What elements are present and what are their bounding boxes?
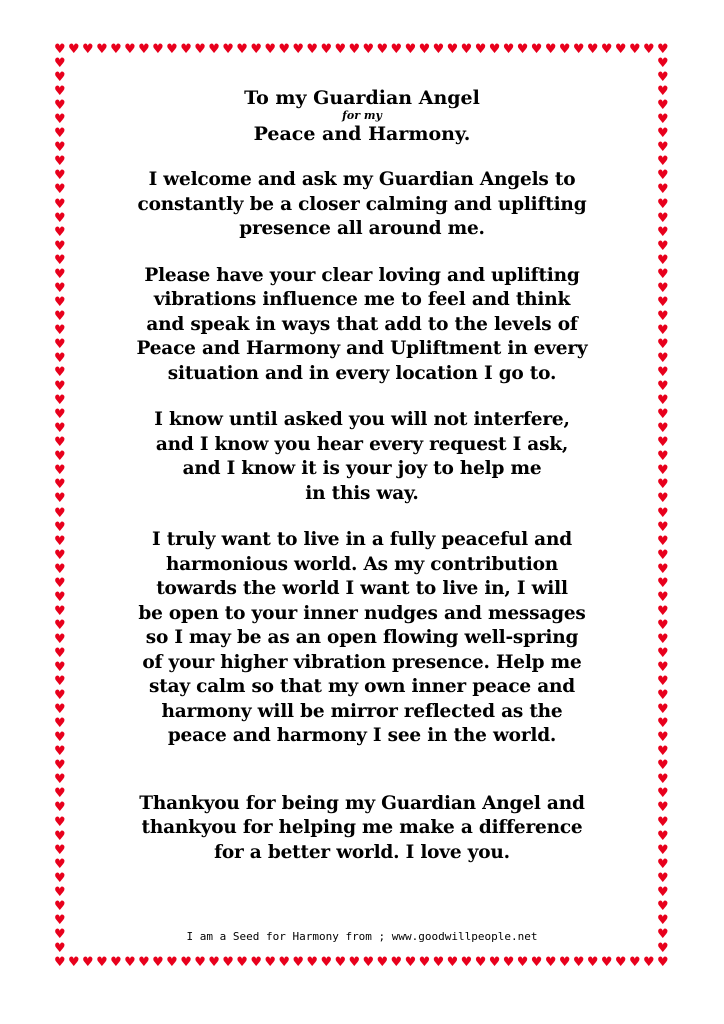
heart-icon: ♥: [460, 42, 473, 57]
heart-icon: ♥: [376, 42, 389, 57]
heart-icon: ♥: [558, 42, 571, 57]
heart-icon: ♥: [657, 393, 669, 409]
heart-icon: ♥: [390, 955, 403, 970]
heart-icon: ♥: [488, 42, 501, 57]
heart-icon: ♥: [657, 674, 669, 690]
heart-icon: ♥: [54, 98, 66, 114]
heart-icon: ♥: [54, 308, 66, 324]
heart-icon: ♥: [657, 617, 669, 633]
heart-icon: ♥: [657, 477, 669, 493]
heart-icon: ♥: [657, 379, 669, 395]
heart-icon: ♥: [54, 449, 66, 465]
heart-icon: ♥: [54, 912, 66, 928]
heart-icon: ♥: [208, 42, 220, 57]
heart-icon: ♥: [657, 322, 669, 338]
heart-icon: ♥: [657, 42, 669, 57]
heart-icon: ♥: [110, 955, 122, 970]
heart-icon: ♥: [110, 42, 122, 57]
heart-icon: ♥: [54, 730, 66, 746]
heart-icon: ♥: [657, 182, 669, 198]
heart-icon: ♥: [418, 955, 431, 970]
heart-icon: ♥: [54, 407, 66, 423]
heart-icon: ♥: [432, 42, 445, 57]
heart-icon: ♥: [657, 294, 669, 310]
heart-icon: ♥: [657, 645, 669, 661]
heart-icon: ♥: [628, 42, 641, 57]
heart-icon: ♥: [586, 955, 599, 970]
heart-icon: ♥: [657, 84, 669, 100]
heart-icon: ♥: [657, 730, 669, 746]
heart-icon: ♥: [446, 955, 459, 970]
heart-icon: ♥: [54, 870, 66, 886]
heart-icon: ♥: [657, 856, 669, 872]
heart-icon: ♥: [404, 955, 417, 970]
heart-icon: ♥: [278, 42, 291, 57]
heart-icon: ♥: [657, 561, 669, 577]
heart-icon: ♥: [54, 238, 66, 254]
heart-icon: ♥: [54, 674, 66, 690]
heart-icon: ♥: [642, 955, 655, 970]
heart-icon: ♥: [54, 210, 66, 226]
heart-icon: ♥: [54, 758, 66, 774]
heart-icon: ♥: [306, 42, 319, 57]
heart-icon: ♥: [264, 955, 276, 970]
heart-icon: ♥: [54, 955, 66, 970]
heart-icon: ♥: [54, 533, 66, 549]
heart-icon: ♥: [180, 955, 192, 970]
heart-icon: ♥: [124, 955, 136, 970]
heart-icon: ♥: [54, 112, 66, 128]
heart-icon: ♥: [586, 42, 599, 57]
heart-icon: ♥: [558, 955, 571, 970]
heart-icon: ♥: [194, 42, 206, 57]
heart-icon: ♥: [54, 702, 66, 718]
heart-icon: ♥: [657, 519, 669, 535]
heart-icon: ♥: [657, 575, 669, 591]
heart-icon: ♥: [334, 42, 347, 57]
heart-icon: ♥: [82, 42, 94, 57]
heart-icon: ♥: [572, 42, 585, 57]
heart-icon: ♥: [657, 196, 669, 212]
heart-icon: ♥: [320, 42, 333, 57]
heart-icon: ♥: [208, 955, 220, 970]
heart-icon: ♥: [138, 955, 150, 970]
heart-icon: ♥: [544, 42, 557, 57]
heart-icon: ♥: [657, 351, 669, 366]
heart-icon: ♥: [502, 955, 515, 970]
heart-icon: ♥: [96, 955, 108, 970]
heart-icon: ♥: [54, 70, 66, 86]
heart-icon: ♥: [54, 828, 66, 844]
heart-icon: ♥: [54, 589, 66, 605]
heart-icon: ♥: [460, 955, 473, 970]
heart-icon: ♥: [657, 56, 669, 72]
heart-icon: ♥: [657, 828, 669, 844]
heart-icon: ♥: [657, 884, 669, 900]
heart-icon: ♥: [657, 491, 669, 507]
heart-icon: ♥: [54, 84, 66, 100]
heart-icon: ♥: [236, 42, 248, 57]
heart-icon: ♥: [600, 955, 613, 970]
heart-icon: ♥: [657, 926, 669, 942]
heart-icon: ♥: [54, 365, 66, 381]
heart-icon: ♥: [348, 955, 361, 970]
heart-icon: ♥: [404, 42, 417, 57]
heart-icon: ♥: [54, 505, 66, 521]
heart-icon: ♥: [657, 210, 669, 226]
heart-icon: ♥: [54, 196, 66, 212]
heart-icon: ♥: [54, 266, 66, 282]
heart-icon: ♥: [54, 842, 66, 858]
heart-icon: ♥: [488, 955, 501, 970]
heart-icon: ♥: [54, 688, 66, 704]
heart-icon: ♥: [54, 463, 66, 479]
heart-icon: ♥: [54, 435, 66, 451]
poem-content: [86, 86, 638, 865]
heart-icon: ♥: [54, 603, 66, 619]
heart-icon: ♥: [657, 238, 669, 254]
heart-icon: ♥: [657, 252, 669, 268]
heart-icon: ♥: [152, 42, 164, 57]
heart-icon: ♥: [657, 224, 669, 240]
heart-icon: ♥: [657, 435, 669, 451]
heart-icon: ♥: [628, 955, 641, 970]
heart-icon: ♥: [657, 744, 669, 760]
heart-icon: ♥: [657, 280, 669, 296]
heart-icon: ♥: [657, 126, 669, 142]
heart-icon: ♥: [502, 42, 515, 57]
heart-icon: ♥: [614, 955, 627, 970]
heart-icon: ♥: [54, 154, 66, 170]
heart-icon: ♥: [306, 955, 319, 970]
heart-icon: ♥: [544, 955, 557, 970]
heart-icon: ♥: [54, 786, 66, 802]
heart-icon: ♥: [54, 491, 66, 507]
heart-icon: ♥: [642, 42, 655, 57]
heart-icon: ♥: [657, 421, 669, 437]
heart-icon: ♥: [348, 42, 361, 57]
heart-icon: ♥: [152, 955, 164, 970]
heart-icon: ♥: [54, 800, 66, 816]
heart-icon: ♥: [54, 421, 66, 437]
footer-text: I am a Seed for Harmony from ; www.goodwillpeople.net: [186, 930, 538, 943]
heart-icon: ♥: [54, 547, 66, 563]
heart-icon: ♥: [657, 336, 669, 352]
heart-icon: ♥: [657, 463, 669, 479]
heart-icon: ♥: [54, 322, 66, 338]
paragraph-3: I know until asked you will not interfere, and I know you hear every request I ask, and I know it is your joy to help me in this way.: [154, 409, 570, 504]
heart-icon: ♥: [54, 477, 66, 493]
document-title: To my Guardian Angel: [244, 87, 480, 109]
heart-icon: ♥: [362, 955, 375, 970]
heart-icon: ♥: [657, 365, 669, 381]
heart-icon: ♥: [54, 940, 66, 956]
heart-icon: ♥: [657, 154, 669, 170]
paragraph-5: Thankyou for being my Guardian Angel and thankyou for helping me make a difference for a better world. I love you.: [139, 792, 585, 863]
heart-icon: ♥: [54, 379, 66, 395]
heart-icon: ♥: [530, 955, 543, 970]
heart-icon: ♥: [54, 280, 66, 296]
heart-icon: ♥: [657, 589, 669, 605]
heart-icon: ♥: [657, 660, 669, 676]
heart-icon: ♥: [657, 772, 669, 788]
heart-icon: ♥: [657, 98, 669, 114]
heart-icon: ♥: [516, 955, 529, 970]
heart-icon: ♥: [390, 42, 403, 57]
heart-icon: ♥: [222, 955, 234, 970]
heart-icon: ♥: [657, 266, 669, 282]
heart-icon: ♥: [194, 955, 206, 970]
heart-icon: ♥: [600, 42, 613, 57]
heart-icon: ♥: [166, 42, 178, 57]
heart-icon: ♥: [657, 814, 669, 830]
heart-icon: ♥: [82, 955, 94, 970]
heart-icon: ♥: [54, 126, 66, 142]
heart-icon: ♥: [54, 336, 66, 352]
heart-icon: ♥: [657, 758, 669, 774]
heart-icon: ♥: [236, 955, 248, 970]
heart-icon: ♥: [657, 800, 669, 816]
heart-icon: ♥: [96, 42, 108, 57]
heart-icon: ♥: [657, 308, 669, 324]
document-subtitle: for my: [342, 109, 382, 122]
heart-icon: ♥: [54, 898, 66, 914]
heart-icon: ♥: [516, 42, 529, 57]
heart-icon: ♥: [68, 955, 80, 970]
heart-icon: ♥: [54, 660, 66, 676]
paragraph-1: I welcome and ask my Guardian Angels to constantly be a closer calming and uplifting presence all around me.: [137, 169, 587, 239]
heart-icon: ♥: [54, 884, 66, 900]
heart-icon: ♥: [54, 575, 66, 591]
heart-icon: ♥: [138, 42, 150, 57]
heart-icon: ♥: [292, 955, 305, 970]
heart-icon: ♥: [657, 140, 669, 156]
heart-icon: ♥: [657, 702, 669, 718]
heart-icon: ♥: [657, 898, 669, 914]
heart-icon: ♥: [264, 42, 276, 57]
heart-icon: ♥: [54, 856, 66, 872]
heart-icon: ♥: [54, 645, 66, 661]
heart-icon: ♥: [446, 42, 459, 57]
heart-icon: ♥: [278, 955, 291, 970]
heart-icon: ♥: [54, 56, 66, 72]
heart-icon: ♥: [320, 955, 333, 970]
heart-icon: ♥: [334, 955, 347, 970]
heart-icon: ♥: [292, 42, 305, 57]
heart-icon: ♥: [250, 955, 262, 970]
heart-icon: ♥: [54, 814, 66, 830]
heart-icon: ♥: [657, 112, 669, 128]
heart-icon: ♥: [54, 42, 66, 57]
heart-icon: ♥: [54, 617, 66, 633]
heart-icon: ♥: [418, 42, 431, 57]
heart-icon: ♥: [657, 631, 669, 647]
heart-icon: ♥: [54, 519, 66, 535]
heart-icon: ♥: [572, 955, 585, 970]
heart-icon: ♥: [54, 140, 66, 156]
heart-icon: ♥: [657, 716, 669, 732]
heart-icon: ♥: [376, 955, 389, 970]
heart-icon: ♥: [54, 744, 66, 760]
heart-icon: ♥: [657, 603, 669, 619]
paragraph-2: Please have your clear loving and uplifting vibrations influence me to feel and think and speak in ways that add to the levels of Peace and Harmony and Upliftment in every situation and in every location I go to.: [136, 264, 588, 384]
heart-icon: ♥: [657, 870, 669, 886]
heart-icon: ♥: [657, 70, 669, 86]
heart-icon: ♥: [657, 955, 669, 970]
heart-icon: ♥: [54, 631, 66, 647]
heart-icon: ♥: [68, 42, 80, 57]
heart-icon: ♥: [657, 168, 669, 184]
heart-icon: ♥: [657, 940, 669, 956]
paragraph-4: I truly want to live in a fully peaceful and harmonious world. As my contribution towards the world I want to live in, I will be open to your inner nudges and messages so I may be as an open flowing well-spring of your higher vibration presence. Help me stay calm so that my own inner peace and harmony will be mirror reflected as the peace and harmony I see in the world.: [138, 529, 586, 746]
heart-icon: ♥: [657, 533, 669, 549]
heart-icon: ♥: [657, 407, 669, 423]
heart-icon: ♥: [614, 42, 627, 57]
heart-icon: ♥: [657, 688, 669, 704]
document-title-2: Peace and Harmony.: [253, 123, 471, 145]
heart-icon: ♥: [657, 547, 669, 563]
heart-icon: ♥: [657, 912, 669, 928]
heart-icon: ♥: [54, 561, 66, 577]
heart-icon: ♥: [54, 393, 66, 409]
heart-icon: ♥: [54, 182, 66, 198]
heart-icon: ♥: [54, 926, 66, 942]
heart-icon: ♥: [54, 224, 66, 240]
heart-icon: ♥: [180, 42, 192, 57]
heart-icon: ♥: [54, 716, 66, 732]
heart-icon: ♥: [54, 772, 66, 788]
heart-icon: ♥: [166, 955, 178, 970]
heart-icon: ♥: [124, 42, 136, 57]
heart-icon: ♥: [432, 955, 445, 970]
heart-icon: ♥: [54, 252, 66, 268]
heart-icon: ♥: [222, 42, 234, 57]
heart-icon: ♥: [530, 42, 543, 57]
heart-icon: ♥: [657, 842, 669, 858]
heart-icon: ♥: [54, 351, 66, 366]
heart-icon: ♥: [474, 955, 487, 970]
heart-icon: ♥: [250, 42, 262, 57]
heart-icon: ♥: [657, 449, 669, 465]
heart-icon: ♥: [474, 42, 487, 57]
heart-icon: ♥: [362, 42, 375, 57]
heart-icon: ♥: [54, 168, 66, 184]
heart-icon: ♥: [657, 505, 669, 521]
heart-icon: ♥: [657, 786, 669, 802]
heart-icon: ♥: [54, 294, 66, 310]
